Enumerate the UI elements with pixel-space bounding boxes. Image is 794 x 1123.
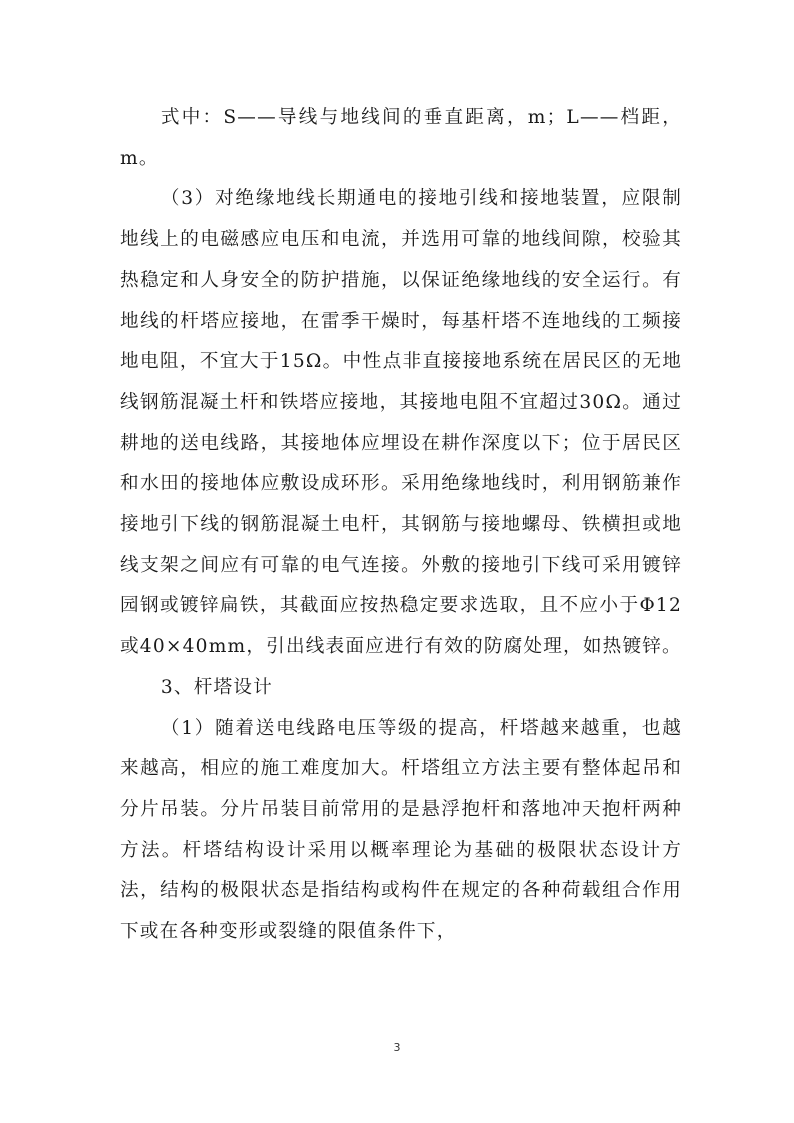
tower-design-paragraph: （1）随着送电线路电压等级的提高，杆塔越来越重，也越来越高，相应的施工难度加大。杆塔组立方法主要有整体起吊和分片吊装。分片吊装目前常用的是悬浮抱杆和落地冲天抱杆两种方法。杆塔结构设计采用以概率理论为基础的极限状态设计方法，结构的极限状态是指结构或构件在规定的各种荷载组合作用下或在各种变形或裂缝的限值条件下， xyxy=(120,717,682,943)
grounding-requirements-paragraph: （3）对绝缘地线长期通电的接地引线和接地装置，应限制地线上的电磁感应电压和电流，并选用可靠的地线间隙，校验其热稳定和人身安全的防护措施，以保证绝缘地线的安全运行。有地线的杆塔应接地，在雷季干燥时，每基杆塔不连地线的工频接地电阻，不宜大于15Ω。中性点非直接接地系统在居民区的无地线钢筋混凝土杆和铁塔应接地，其接地电阻不宜超过30Ω。通过耕地的送电线路，其接地体应埋设在耕作深度以下；位于居民区和水田的接地体应敷设成环形。采用绝缘地线时，利用钢筋兼作接地引下线的钢筋混凝土电杆，其钢筋与接地螺母、铁横担或地线支架之间应有可靠的电气连接。外敷的接地引下线可采用镀锌园钢或镀锌扁铁，其截面应按热稳定要求选取，且不应小于Φ12或40×40mm，引出线表面应进行有效的防腐处理，如热镀锌。 xyxy=(120,188,682,658)
page-number: 3 xyxy=(393,1041,401,1054)
section-heading-tower-design: 3、杆塔设计 xyxy=(160,676,273,698)
document-body xyxy=(120,98,682,953)
formula-explanation-paragraph: 式中：S——导线与地线间的垂直距离，m；L——档距，m。 xyxy=(120,107,682,169)
